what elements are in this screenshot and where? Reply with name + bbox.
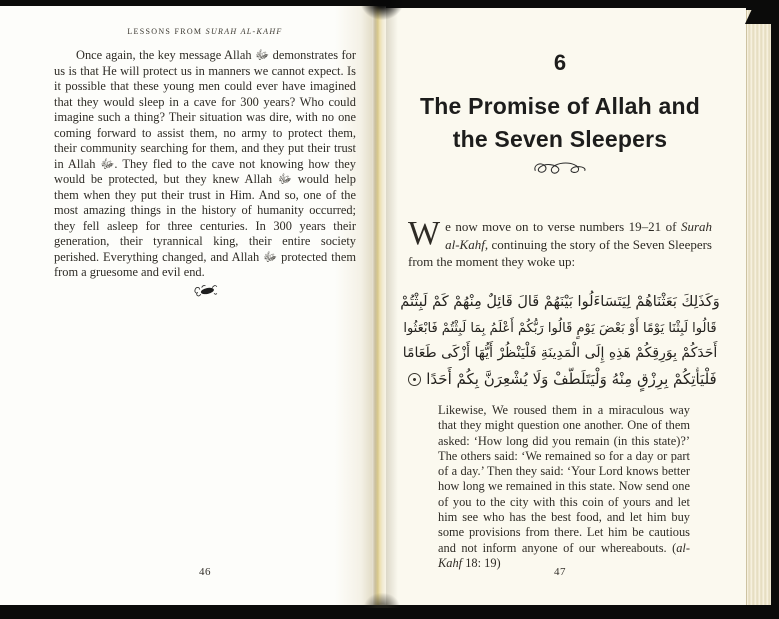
page-number-right: 47 bbox=[554, 566, 566, 578]
book-gutter bbox=[372, 6, 386, 605]
right-page bbox=[386, 8, 746, 605]
chapter-title-line1: The Promise of Allah and bbox=[420, 93, 700, 119]
arabic-verse-line: وَكَذَلِكَ بَعَثْنَاهُمْ لِيَتَسَاءَلُوا بَيْنَهُمْ قَالَ قَائِلٌ مِنْهُمْ كَمْ لَبِثْتُمْ bbox=[400, 294, 720, 310]
page-number-left: 46 bbox=[199, 566, 211, 578]
translation-paragraph bbox=[438, 403, 690, 571]
body-paragraph: Once again, the key message Allah ﷻ demonstrates for us is that He will protect us in manners we cannot expect. Is it possible that these young men could ever have imagined that they would sleep in a cave for 300 years? Who could imagine such a thing? Their situation was dire, with no one coming forward to assist them, no army to protect them, their community searching for them, and they put their trust in Allah ﷻ. They fled to the cave not knowing how they would be protected, but they knew Allah ﷻ would help them when they put their trust in Him. And so, one of the most amazing things in the history of humanity occurred; they fell asleep for three centuries. In 300 years their generation, their tyrannical king, their entire society perished. Everything changed, and Allah ﷻ protected them from a gruesome and evil end. bbox=[54, 48, 356, 279]
page-edge-stack bbox=[746, 10, 771, 605]
running-header-book-title: SURAH AL-KAHF bbox=[205, 27, 283, 36]
arabic-verse-line: أَحَدَكُمْ بِوَرِقِكُمْ هَذِهِ إِلَى الْمَدِينَةِ فَلْيَنْظُرْ أَيُّهَا أَزْكَى طَعَامًا bbox=[402, 345, 718, 361]
citation-open: ( bbox=[672, 540, 677, 555]
intro-text: e now move on to verse numbers 19–21 of bbox=[445, 219, 681, 234]
drop-cap: W bbox=[408, 215, 441, 252]
arabic-verse-line-text: فَلْيَأْتِكُمْ بِرِزْقٍ مِنْهُ وَلْيَتَلَطَّفْ وَلَا يُشْعِرَنَّ بِكُمْ أَحَدًا bbox=[426, 369, 717, 388]
running-header-prefix: LESSONS FROM bbox=[127, 27, 206, 36]
book-corner-shadow bbox=[731, 0, 779, 24]
citation-surah: al-Kahf bbox=[438, 540, 690, 570]
arabic-verse bbox=[398, 290, 722, 392]
ayah-end-icon bbox=[408, 373, 421, 386]
chapter-number: 6 bbox=[553, 50, 567, 75]
running-header bbox=[54, 27, 356, 36]
arabic-verse-line bbox=[398, 367, 722, 393]
gutter-shadow-top bbox=[354, 0, 410, 28]
chapter-title bbox=[392, 90, 728, 156]
chapter-title-line2: the Seven Sleepers bbox=[452, 126, 668, 152]
chapter-ornament-icon bbox=[408, 158, 712, 184]
intro-paragraph bbox=[408, 215, 712, 271]
left-page bbox=[0, 6, 372, 605]
section-end-ornament-icon bbox=[54, 282, 356, 304]
translation-text: Likewise, We roused them in a miraculous way that they might question one another. One of them asked: ‘How long did you remain (in this state)?’ The others said: ‘We remained so for a day or part of a day.’ Then they said: ‘Your Lord knows better how long we remained in this state. Now send one of you to the city with this coin of yours and let him see who has the best food, and let him buy some provisions from there. Let him be cautious and not inform anyone of our whereabouts. bbox=[438, 403, 690, 555]
intro-book-title: Surah al-Kahf, bbox=[445, 219, 712, 252]
citation-verse: 18: 19) bbox=[462, 555, 501, 570]
gutter-shadow-bottom bbox=[358, 586, 406, 608]
arabic-verse-line: قَالُوا لَبِثْنَا يَوْمًا أَوْ بَعْضَ يَوْمٍ قَالُوا رَبُّكُمْ أَعْلَمُ بِمَا لَبِثْتُمْ فَابْعَثُوا bbox=[403, 320, 717, 336]
intro-text-cont: continuing the story of the Seven Sleepers from the moment they woke up: bbox=[408, 236, 712, 269]
